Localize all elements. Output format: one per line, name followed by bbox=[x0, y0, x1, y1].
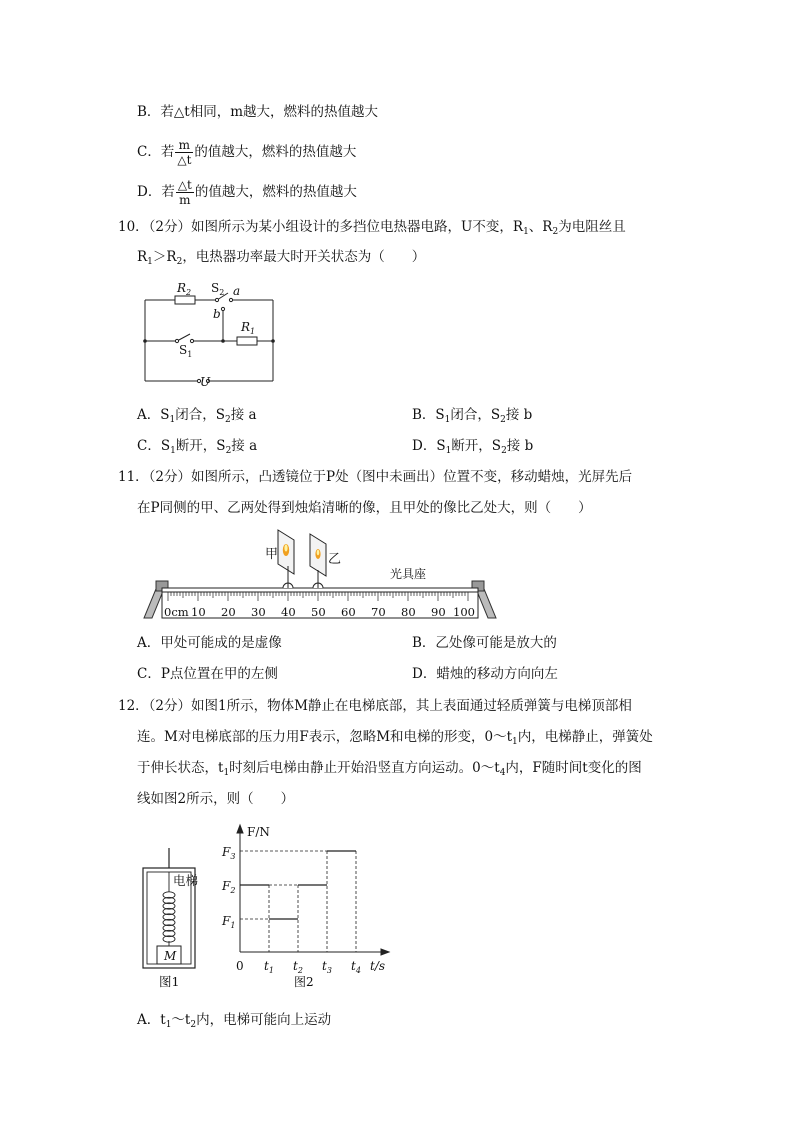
q12-stem-line3: 于伸长状态，$t_1$时刻后电梯由静止开始沿竖直方向运动。$0\sim t_4$内，F随时间t变化的图 bbox=[137, 760, 642, 778]
q10-option-a: A．$S_1$闭合，$S_2$接 a bbox=[137, 407, 257, 425]
q10-circuit-diagram bbox=[135, 278, 285, 390]
q9-option-d: D．若 $\frac{\triangle t}{m}$ 的值越大，燃料的热值越大 bbox=[137, 178, 357, 207]
ytick-f1: $F_1$ bbox=[222, 914, 236, 930]
svg-text:20: 20 bbox=[221, 605, 236, 619]
svg-text:90: 90 bbox=[431, 605, 446, 619]
q11-option-b: B．乙处像可能是放大的 bbox=[412, 635, 557, 651]
xtick-t4: $t_4$ bbox=[351, 959, 361, 975]
svg-text:30: 30 bbox=[251, 605, 266, 619]
q10-option-c: C．$S_1$断开，$S_2$接 a bbox=[137, 438, 258, 456]
svg-text:M: M bbox=[164, 949, 177, 963]
q10-option-d: D．$S_1$断开，$S_2$接 b bbox=[412, 438, 534, 456]
svg-text:a: a bbox=[233, 284, 241, 298]
q12-stem-line4: 线如图2所示，则（ ） bbox=[137, 791, 295, 807]
xtick-t1: $t_1$ bbox=[264, 959, 274, 975]
q12-option-a: A．$t_1\sim t_2$内，电梯可能向上运动 bbox=[137, 1012, 332, 1030]
q9-option-c: C．若 $\frac{m}{\triangle t}$ 的值越大，燃料的热值越大 bbox=[137, 138, 357, 167]
q12-stem-line1: 12．（2分）如图1所示，物体M静止在电梯底部，其上表面通过轻质弹簧与电梯顶部相 bbox=[118, 698, 632, 714]
q11-optical-bench-diagram bbox=[140, 526, 500, 622]
q10-stem-line1: 10．（2分）如图所示为某小组设计的多挡位电热器电路，U不变，$R_1$、$R_2$为电阻丝且 bbox=[118, 219, 626, 237]
svg-text:S2: $S_2$ bbox=[211, 281, 225, 297]
svg-text:80: 80 bbox=[401, 605, 416, 619]
fraction: $\frac{\triangle t}{m}$ bbox=[177, 178, 192, 207]
svg-text:40: 40 bbox=[281, 605, 296, 619]
svg-text:100: 100 bbox=[453, 605, 475, 619]
svg-text:70: 70 bbox=[371, 605, 386, 619]
screen-jia bbox=[278, 530, 294, 588]
svg-text:10: 10 bbox=[191, 605, 206, 619]
q10-option-b: B．$S_1$闭合，$S_2$接 b bbox=[412, 407, 533, 425]
screen-yi bbox=[310, 534, 326, 588]
xtick-t3: $t_3$ bbox=[322, 959, 332, 975]
label-jia: 甲 bbox=[265, 547, 279, 562]
origin-label: 0 bbox=[236, 959, 244, 973]
q12-stem-line2: 连。M对电梯底部的压力用F表示，忽略M和电梯的形变，$0\sim t_1$内，电梯静止，弹簧处 bbox=[137, 729, 653, 747]
xtick-t2: $t_2$ bbox=[293, 959, 303, 975]
figure2-caption: 图2 bbox=[294, 975, 314, 989]
label-yi: 乙 bbox=[328, 552, 342, 567]
svg-text:U: U bbox=[200, 375, 211, 389]
svg-text:R2: $R_2$ bbox=[177, 281, 192, 297]
q11-stem-line2: 在P同侧的甲、乙两处得到烛焰清晰的像，且甲处的像比乙处大，则（ ） bbox=[137, 500, 592, 516]
q12-figure1-elevator bbox=[138, 848, 218, 993]
ytick-f2: $F_2$ bbox=[222, 879, 236, 895]
svg-text:R1: $R_1$ bbox=[241, 320, 256, 336]
ytick-f3: $F_3$ bbox=[222, 845, 236, 861]
svg-text:60: 60 bbox=[341, 605, 356, 619]
q11-option-c: C．P点位置在甲的左侧 bbox=[137, 666, 278, 682]
y-axis-label: F/N bbox=[247, 825, 270, 839]
q11-option-d: D．蜡烛的移动方向向左 bbox=[412, 666, 558, 682]
label-optical-bench: 光具座 bbox=[390, 567, 427, 581]
svg-text:0cm: 0cm bbox=[164, 605, 189, 619]
svg-text:b: b bbox=[213, 307, 221, 321]
q10-stem-line2: $R_1>R_2$，电热器功率最大时开关状态为（ ） bbox=[137, 249, 426, 267]
q11-option-a: A．甲处可能成的是虚像 bbox=[137, 635, 282, 651]
figure1-caption: 图1 bbox=[159, 974, 180, 989]
resistor-r2 bbox=[175, 296, 195, 304]
q9-option-b: B．若△t相同，m越大，燃料的热值越大 bbox=[137, 104, 379, 120]
resistor-r1 bbox=[237, 337, 257, 345]
fraction: $\frac{m}{\triangle t}$ bbox=[177, 138, 192, 167]
label-elevator: 电梯 bbox=[173, 873, 199, 888]
q12-figure2-ft-graph bbox=[218, 822, 398, 992]
x-axis-label: t/s bbox=[370, 959, 386, 973]
svg-text:50: 50 bbox=[311, 605, 326, 619]
svg-text:S1: $S_1$ bbox=[179, 343, 193, 359]
q11-stem-line1: 11．（2分）如图所示，凸透镜位于P处（图中未画出）位置不变，移动蜡烛，光屏先后 bbox=[118, 469, 633, 485]
